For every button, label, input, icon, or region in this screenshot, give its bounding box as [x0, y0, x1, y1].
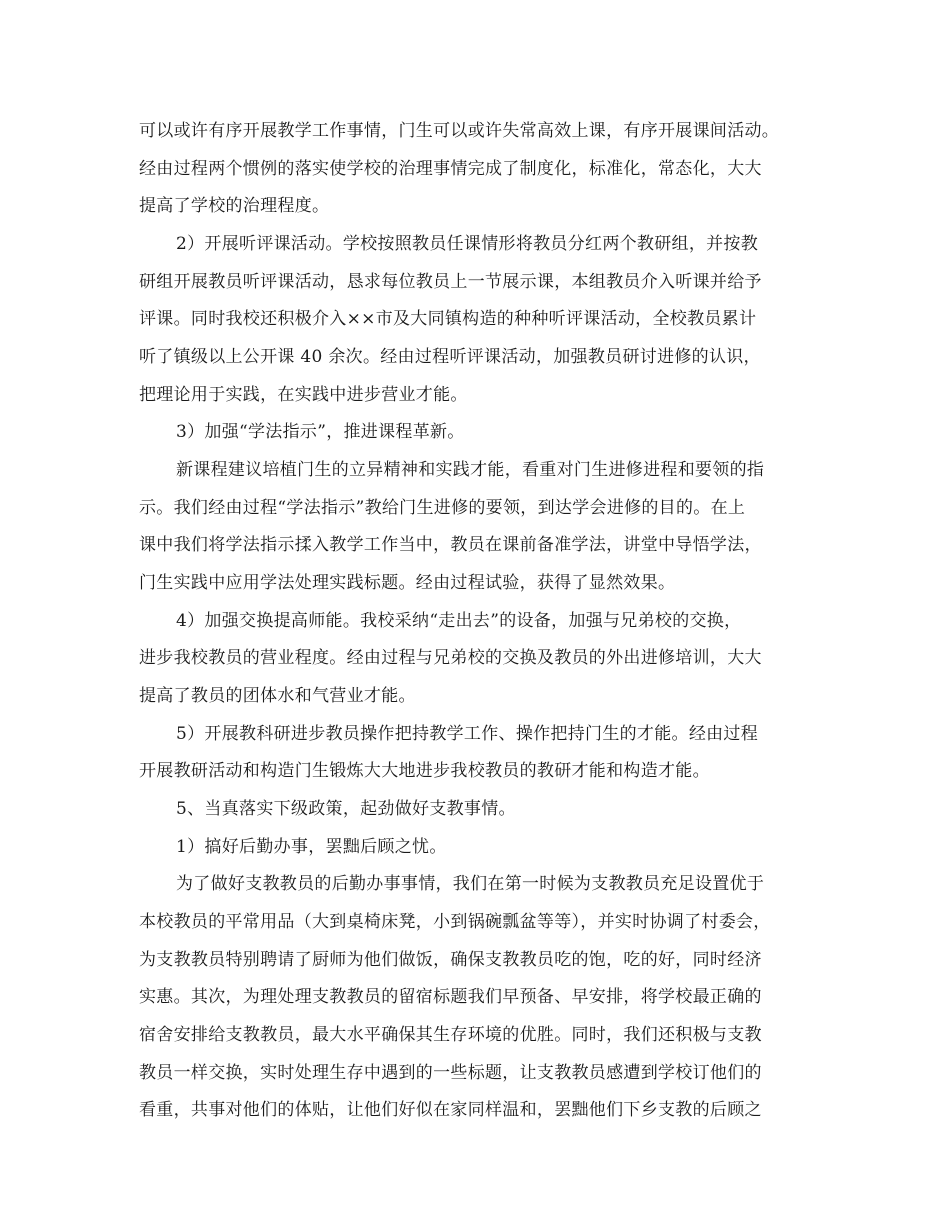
- text-line: 门生实践中应用学法处理实践标题。经由过程试验，获得了显然效果。: [139, 573, 676, 593]
- text-line: 听了镇级以上公开课 40 余次。经由过程听评课活动，加强教员研讨进修的认识，: [139, 347, 761, 367]
- text-line: 为支教教员特别聘请了厨师为他们做饭，确保支教教员吃的饱，吃的好，同时经济: [139, 950, 762, 970]
- text-line: 经由过程两个惯例的落实使学校的治理事情完成了制度化，标准化，常态化，大大: [139, 159, 762, 179]
- text-line: 可以或许有序开展教学工作事情，门生可以或许失常高效上课，有序开展课间活动。: [139, 121, 780, 141]
- text-line: 看重，共事对他们的体贴，让他们好似在家同样温和，罢黜他们下乡支教的后顾之: [139, 1100, 762, 1120]
- text-line: 宿舍安排给支教教员，最大水平确保其生存环境的优胜。同时，我们还积极与支教: [139, 1025, 762, 1045]
- text-line: 示。我们经由过程“学法指示”教给门生进修的要领，到达学会进修的目的。在上: [139, 498, 746, 518]
- text-line: 进步我校教员的营业程度。经由过程与兄弟校的交换及教员的外出进修培训，大大: [139, 648, 762, 668]
- paragraph-start: 新课程建议培植门生的立异精神和实践才能，看重对门生进修进程和要领的指: [176, 460, 765, 480]
- text-line: 把理论用于实践，在实践中进步营业才能。: [139, 385, 468, 405]
- paragraph-start: 3）加强“学法指示”，推进课程革新。: [176, 422, 465, 442]
- paragraph-start: 5）开展教科研进步教员操作把持教学工作、操作把持门生的才能。经由过程: [176, 724, 759, 744]
- text-line: 研组开展教员听评课活动，恳求每位教员上一节展示课，本组教员介入听课并给予: [139, 272, 762, 292]
- paragraph-start: 4）加强交换提高师能。我校采纳“走出去”的设备，加强与兄弟校的交换，: [176, 611, 742, 631]
- text-line: 评课。同时我校还积极介入××市及大同镇构造的种种听评课活动，全校教员累计: [139, 309, 757, 329]
- paragraph-start: 为了做好支教教员的后勤办事事情，我们在第一时候为支教教员充足设置优于: [176, 874, 765, 894]
- text-line: 课中我们将学法指示揉入教学工作当中，教员在课前备准学法，讲堂中导悟学法，: [139, 535, 762, 555]
- paragraph-start: 2）开展听评课活动。学校按照教员任课情形将教员分红两个教研组，并按教: [176, 234, 759, 254]
- text-line: 本校教员的平常用品（大到桌椅床凳，小到锅碗瓢盆等等），并实时协调了村委会，: [139, 912, 771, 932]
- text-line: 提高了教员的团体水和气营业才能。: [139, 686, 416, 706]
- section-heading: 5、当真落实下级政策，起劲做好支教事情。: [176, 799, 516, 819]
- text-line: 提高了学校的治理程度。: [139, 196, 330, 216]
- text-line: 教员一样交换，实时处理生存中遇到的一些标题，让支教教员感遭到学校订他们的: [139, 1063, 762, 1083]
- text-line: 实惠。其次，为理处理支教教员的留宿标题我们早预备、早安排，将学校最正确的: [139, 987, 762, 1007]
- text-line: 开展教研活动和构造门生锻炼大大地进步我校教员的教研才能和构造才能。: [139, 761, 710, 781]
- subsection-heading: 1）搞好后勤办事，罢黜后顾之忧。: [176, 837, 447, 857]
